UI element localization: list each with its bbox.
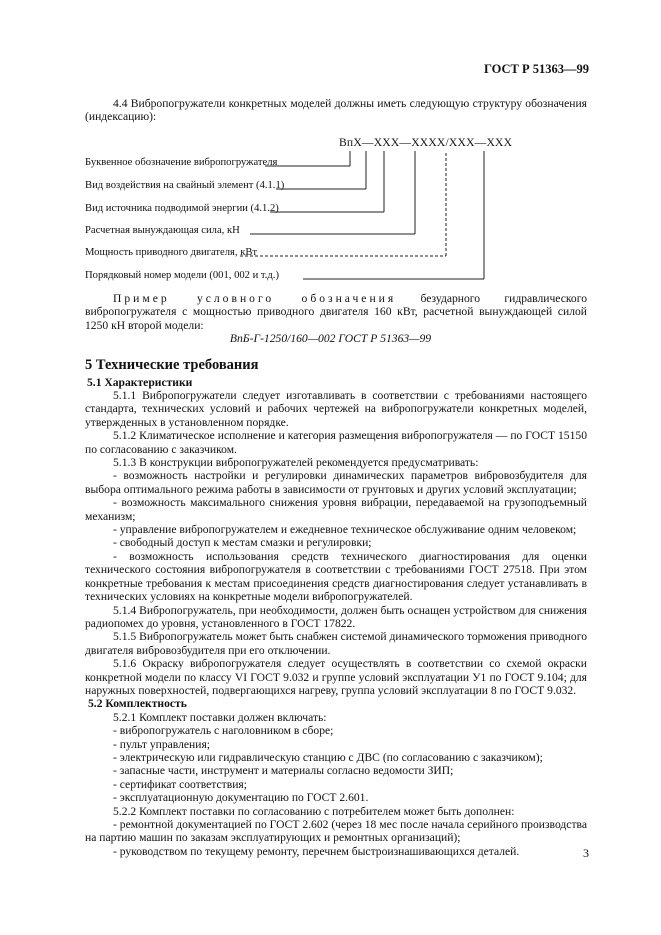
clause-5-1-4: 5.1.4 Вибропогружатель, при необходимости, должен быть оснащен устройством для снижения радиопомех до уровня, установленного в ГОСТ 17822. <box>85 603 587 630</box>
section-5-1-title: 5.1 Характеристики <box>87 376 193 389</box>
diagram-label-motor-power: Мощность приводного двигателя, кВт <box>85 247 258 258</box>
diagram-label-model-number: Порядковый номер модели (001, 002 и т.д.) <box>85 270 279 281</box>
list-item: - электрическую или гидравлическую станцию с ДВС (по согласованию с заказчиком); <box>113 750 543 764</box>
list-item: - сертификат соответствия; <box>113 777 247 791</box>
clause-5-2-2: 5.2.2 Комплект поставки по согласованию с потребителем может быть дополнен: <box>113 804 515 818</box>
clause-5-1-1: 5.1.1 Вибропогружатели следует изготавливать в соответствии с требованиями настоящего стандарта, технических условий и рабочих чертежей на вибропогружатели конкретных моделей, утвержденных в установленном порядке. <box>85 389 587 429</box>
diagram-label-impact-type: Вид воздействия на свайный элемент (4.1.1) <box>85 180 285 191</box>
list-item: - свободный доступ к местам смазки и регулировки; <box>113 536 372 550</box>
section-5-2-title: 5.2 Комплектность <box>88 697 187 711</box>
clause-5-1-3: 5.1.3 В конструкции вибропогружателей рекомендуется предусматривать: <box>113 456 479 470</box>
section-5-1-body <box>85 389 587 858</box>
section-5-title: 5 Технические требования <box>85 357 259 373</box>
clause-5-1-2: 5.1.2 Климатическое исполнение и категория размещения вибропогружателя — по ГОСТ 15150 по согласованию с заказчиком. <box>85 429 587 456</box>
doc-header-id: ГОСТ Р 51363—99 <box>483 62 589 76</box>
list-item: - возможность использования средств технического диагностирования для оценки технического состояния вибропогружателя в соответствии с требованиями ГОСТ 27518. При этом конкретные требования к местам присоединения средств диагностирования следует устанавливать в технических условиях на конкретные модели вибропогружателей. <box>85 549 587 604</box>
example-paragraph <box>85 292 587 332</box>
list-item: - пульт управления; <box>113 737 211 751</box>
designation-structure-code: ВпХ—ХХХ—ХХХХ/ХХХ—ХХХ <box>339 136 513 149</box>
clause-4-4-text: 4.4 Вибропогружатели конкретных моделей должны иметь следующую структуру обозначения (индексацию): <box>85 97 587 124</box>
diagram-label-letter-designation: Буквенное обозначение вибропогружателя <box>85 157 278 168</box>
page-number: 3 <box>583 846 589 860</box>
clause-5-1-6: 5.1.6 Окраску вибропогружателя следует осуществлять в соответствии со схемой окраски конкретной модели по классу VI ГОСТ 9.032 и группе условий эксплуатации У1 по ГОСТ 9.104; для наружных поверхностей, подвергающихся нагреву, группа условий эксплуатации 8 по ГОСТ 9.032. <box>85 657 587 697</box>
diagram-label-energy-source: Вид источника подводимой энергии (4.1.2) <box>85 203 279 214</box>
example-designation: ВпБ-Г-1250/160—002 ГОСТ Р 51363—99 <box>229 332 432 345</box>
list-item: - запасные части, инструмент и материалы согласно ведомости ЗИП; <box>113 764 454 778</box>
list-item: - возможность максимального снижения уровня вибрации, передаваемой на грузоподъемный механизм; <box>85 496 587 523</box>
list-item: - ремонтной документацией по ГОСТ 2.602 (через 18 мес после начала серийного производства на партию машин по заказам эксплуатирующих и ремонтных организаций); <box>85 818 587 845</box>
list-item: - управление вибропогружателем и ежедневное техническое обслуживание одним человеком; <box>113 523 577 537</box>
diagram-label-driving-force: Расчетная вынуждающая сила, кН <box>85 225 240 236</box>
list-item: - вибропогружатель с наголовником в сборе; <box>113 724 334 738</box>
list-item: - руководством по текущему ремонту, перечнем быстроизнашивающихся деталей. <box>113 844 520 858</box>
clause-5-1-5: 5.1.5 Вибропогружатель может быть снабжен системой динамического торможения приводного двигателя вибровозбудителя при его отключении. <box>85 630 587 657</box>
example-lead: Пример условного обозначения <box>113 292 397 305</box>
example-text: безударного гидравлического вибропогружателя с мощностью приводного двигателя 160 кВт, расчетной вынуждающей силой 1250 кН второй модели: <box>85 292 587 332</box>
list-item: - эксплуатационную документацию по ГОСТ 2.601. <box>113 791 369 805</box>
clause-5-2-1: 5.2.1 Комплект поставки должен включать: <box>113 710 327 724</box>
list-item: - возможность настройки и регулировки динамических параметров вибровозбудителя для выбора оптимального режима работы в зависимости от грунтовых и других условий эксплуатации; <box>85 469 587 496</box>
